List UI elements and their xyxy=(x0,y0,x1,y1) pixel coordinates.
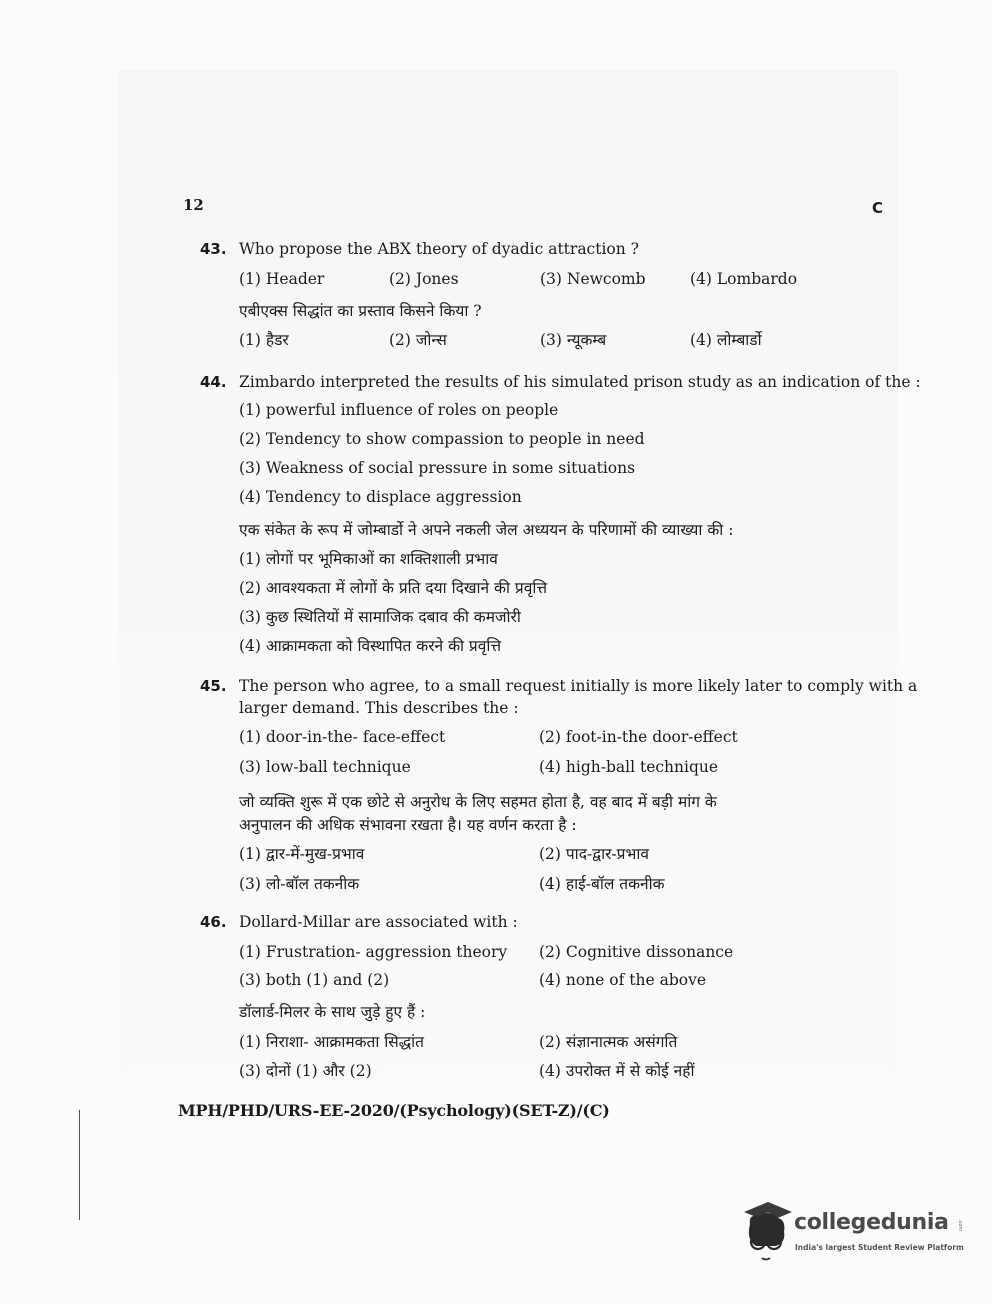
option-3: (3) both (1) and (2) xyxy=(239,971,390,989)
option-3: (3) low-ball technique xyxy=(239,758,411,776)
question-number: 43. xyxy=(200,240,227,258)
mascot-icon xyxy=(738,1198,796,1268)
logo-tagline: India's largest Student Review Platform xyxy=(795,1243,964,1252)
logo-suffix: .com xyxy=(957,1219,963,1232)
option-2: (2) Jones xyxy=(389,270,459,288)
question-text-hi-line2: अनुपालन की अधिक संभावना रखता है। यह वर्णन करता है : xyxy=(239,816,577,834)
option-1-hi: (1) हैडर xyxy=(239,331,289,349)
option-1-hi: (1) निराशा- आक्रामकता सिद्धांत xyxy=(239,1033,425,1051)
question-text-en-line2: larger demand. This describes the : xyxy=(239,699,519,717)
collegedunia-logo[interactable] xyxy=(738,1198,968,1268)
question-text-en: Dollard-Millar are associated with : xyxy=(239,913,518,931)
option-1: (1) Header xyxy=(239,270,325,288)
option-4-hi: (4) लोम्बार्डो xyxy=(690,331,762,349)
option-4: (4) Tendency to displace aggression xyxy=(239,488,522,506)
option-2-hi: (2) पाद-द्वार-प्रभाव xyxy=(539,845,650,863)
margin-line xyxy=(79,1110,80,1220)
option-4-hi: (4) हाई-बॉल तकनीक xyxy=(539,875,665,893)
option-2: (2) Cognitive dissonance xyxy=(539,943,734,961)
option-3-hi: (3) लो-बॉल तकनीक xyxy=(239,875,360,893)
option-2-hi: (2) संज्ञानात्मक असंगति xyxy=(539,1033,678,1051)
option-3: (3) Newcomb xyxy=(540,270,646,288)
question-text-en-line1: The person who agree, to a small request initially is more likely later to comply with a xyxy=(239,677,918,695)
question-45 xyxy=(200,677,918,893)
question-number: 44. xyxy=(200,373,227,391)
option-4-hi: (4) उपरोक्त में से कोई नहीं xyxy=(539,1062,695,1080)
option-3-hi: (3) कुछ स्थितियों में सामाजिक दबाव की कमजोरी xyxy=(239,608,521,626)
exam-code-footer: MPH/PHD/URS-EE-2020/(Psychology)(SET-Z)/(C) xyxy=(178,1101,610,1120)
option-4-hi: (4) आक्रामकता को विस्थापित करने की प्रवृत्ति xyxy=(239,637,502,655)
option-3-hi: (3) दोनों (1) और (2) xyxy=(239,1062,372,1080)
option-3: (3) Weakness of social pressure in some situations xyxy=(239,459,636,477)
option-1: (1) Frustration- aggression theory xyxy=(239,943,508,961)
option-3-hi: (3) न्यूकम्ब xyxy=(540,331,607,349)
option-2-hi: (2) आवश्यकता में लोगों के प्रति दया दिखाने की प्रवृत्ति xyxy=(239,579,548,597)
question-46 xyxy=(200,913,890,1083)
question-text-hi: एबीएक्स सिद्धांत का प्रस्ताव किसने किया ? xyxy=(239,302,482,320)
page-number: 12 xyxy=(183,196,204,214)
question-text-hi: डॉलार्ड-मिलर के साथ जुड़े हुए हैं : xyxy=(239,1003,426,1021)
option-1: (1) powerful influence of roles on people xyxy=(239,401,559,419)
question-text-hi-line1: जो व्यक्ति शुरू में एक छोटे से अनुरोध के लिए सहमत होता है, वह बाद में बड़ी मांग के xyxy=(239,793,717,811)
question-number: 45. xyxy=(200,677,227,695)
option-1-hi: (1) द्वार-में-मुख-प्रभाव xyxy=(239,845,365,863)
question-44 xyxy=(200,373,921,655)
option-1: (1) door-in-the- face-effect xyxy=(239,728,446,746)
set-code: C xyxy=(872,199,884,217)
option-4: (4) high-ball technique xyxy=(539,758,719,776)
question-text-en: Who propose the ABX theory of dyadic attraction ? xyxy=(239,240,639,258)
option-4: (4) Lombardo xyxy=(690,270,798,288)
question-number: 46. xyxy=(200,913,227,931)
question-text-en: Zimbardo interpreted the results of his simulated prison study as an indication of the : xyxy=(239,373,921,391)
logo-wordmark: collegedunia xyxy=(794,1210,949,1235)
option-1-hi: (1) लोगों पर भूमिकाओं का शक्तिशाली प्रभाव xyxy=(239,550,498,568)
question-text-hi: एक संकेत के रूप में जोम्बार्डो ने अपने नकली जेल अध्ययन के परिणामों की व्याख्या की : xyxy=(239,521,734,539)
option-2: (2) foot-in-the door-effect xyxy=(539,728,738,746)
question-43 xyxy=(200,240,890,360)
option-4: (4) none of the above xyxy=(539,971,707,989)
option-2-hi: (2) जोन्स xyxy=(389,331,447,349)
option-2: (2) Tendency to show compassion to people in need xyxy=(239,430,645,448)
